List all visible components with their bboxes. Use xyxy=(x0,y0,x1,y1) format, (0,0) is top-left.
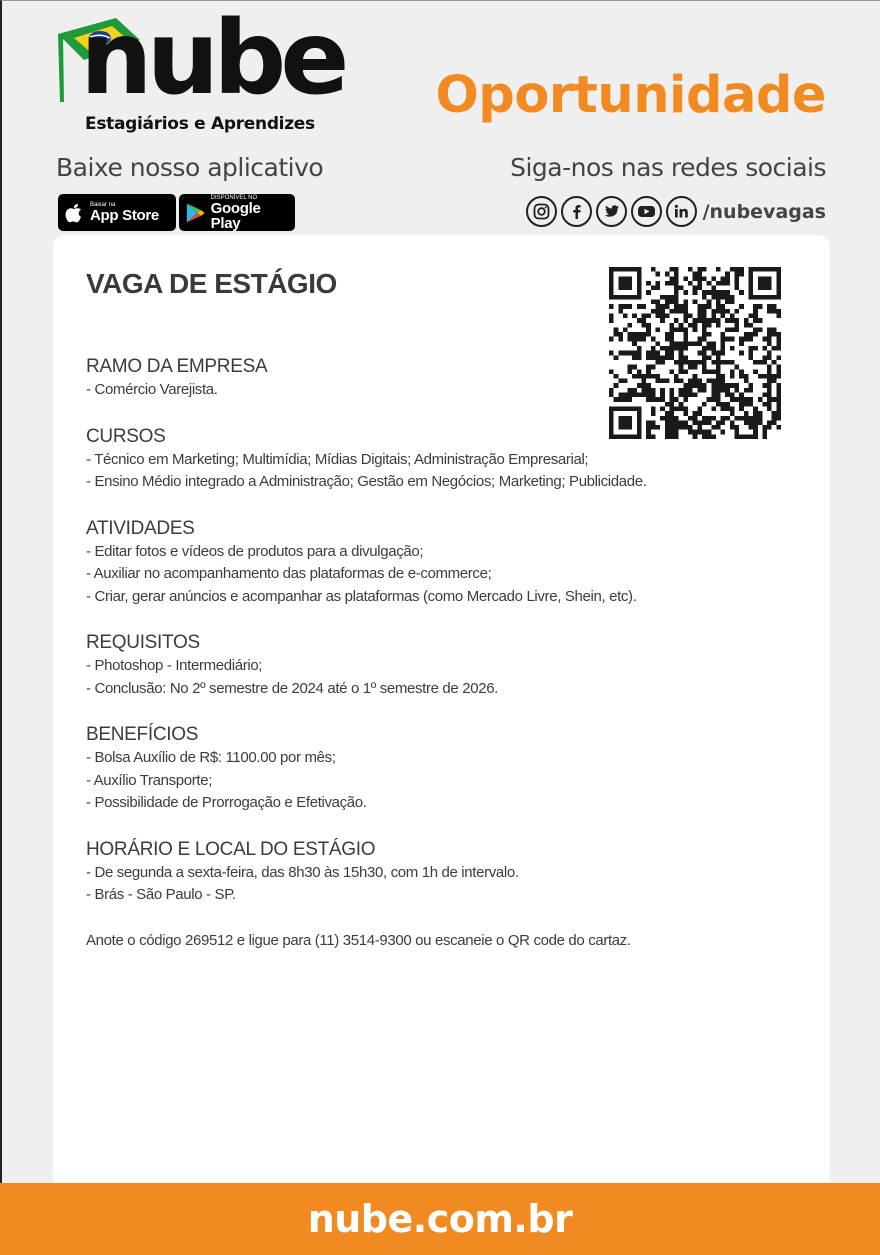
job-title: VAGA DE ESTÁGIO xyxy=(86,268,337,299)
section-heading: HORÁRIO E LOCAL DO ESTÁGIO xyxy=(86,838,376,860)
section-heading: BENEFÍCIOS xyxy=(86,724,199,745)
google-play-small-text: DISPONÍVEL NO xyxy=(210,194,258,201)
app-store-button[interactable] xyxy=(58,194,176,231)
app-store-small-text: Baixar na xyxy=(90,202,116,208)
section-line: - Bolsa Auxílio de R$: 1100.00 por mês; xyxy=(86,749,336,766)
apple-icon xyxy=(64,202,84,224)
job-section xyxy=(86,631,806,700)
section-line: - Auxiliar no acompanhamento das plataformas de e-commerce; xyxy=(86,565,492,582)
section-heading: REQUISITOS xyxy=(86,632,200,653)
job-section xyxy=(86,517,806,609)
instagram-icon[interactable] xyxy=(526,196,557,227)
twitter-icon[interactable] xyxy=(596,196,627,227)
section-heading: CURSOS xyxy=(86,425,166,447)
youtube-icon[interactable] xyxy=(631,196,662,227)
job-sections xyxy=(86,355,806,952)
logo-tagline: Estagiários e Aprendizes xyxy=(85,114,315,134)
section-line: - Comércio Varejista. xyxy=(86,381,218,398)
google-play-button[interactable] xyxy=(179,194,295,231)
job-section xyxy=(86,355,806,402)
website-link[interactable]: nube.com.br xyxy=(307,1197,573,1241)
footer-bar xyxy=(0,1183,880,1255)
facebook-icon[interactable] xyxy=(561,196,592,227)
app-store-label: App Store xyxy=(90,207,159,224)
headline: Oportunidade xyxy=(435,66,826,125)
job-card xyxy=(53,235,830,1195)
section-line: - Ensino Médio integrado a Administração; Gestão em Negócios; Marketing; Publicidade. xyxy=(86,473,647,490)
section-line: - Conclusão: No 2º semestre de 2024 até o 1º semestre de 2026. xyxy=(86,679,499,697)
section-line: - Auxílio Transporte; xyxy=(86,771,213,789)
section-line: - De segunda a sexta-feira, das 8h30 às 15h30, com 1h de intervalo. xyxy=(86,863,519,881)
job-section xyxy=(86,723,806,815)
app-caption: Baixe nosso aplicativo xyxy=(56,153,324,182)
section-line: - Criar, gerar anúncios e acompanhar as plataformas (como Mercado Livre, Shein, etc). xyxy=(86,587,637,605)
google-play-label: Google Play xyxy=(210,199,261,232)
section-heading: ATIVIDADES xyxy=(86,517,195,539)
google-play-icon xyxy=(185,201,206,225)
section-line: - Possibilidade de Prorrogação e Efetivação. xyxy=(86,794,367,811)
section-line: - Photoshop - Intermediário; xyxy=(86,657,263,674)
section-line: - Editar fotos e vídeos de produtos para a divulgação; xyxy=(86,542,424,560)
social-handle[interactable]: /nubevagas xyxy=(702,200,826,223)
logo-word: nube xyxy=(80,0,344,118)
contact-note: Anote o código 269512 e ligue para (11) 3514-9300 ou escaneie o QR code do cartaz. xyxy=(86,931,631,949)
linkedin-icon[interactable] xyxy=(666,196,697,227)
social-caption: Siga-nos nas redes sociais xyxy=(510,153,826,182)
section-line: - Brás - São Paulo - SP. xyxy=(86,886,236,903)
job-section xyxy=(86,425,806,494)
social-links xyxy=(526,196,826,227)
section-heading: RAMO DA EMPRESA xyxy=(86,356,268,377)
job-section xyxy=(86,838,806,907)
section-line: - Técnico em Marketing; Multimídia; Mídias Digitais; Administração Empresarial; xyxy=(86,450,589,468)
nube-logo xyxy=(54,0,344,139)
